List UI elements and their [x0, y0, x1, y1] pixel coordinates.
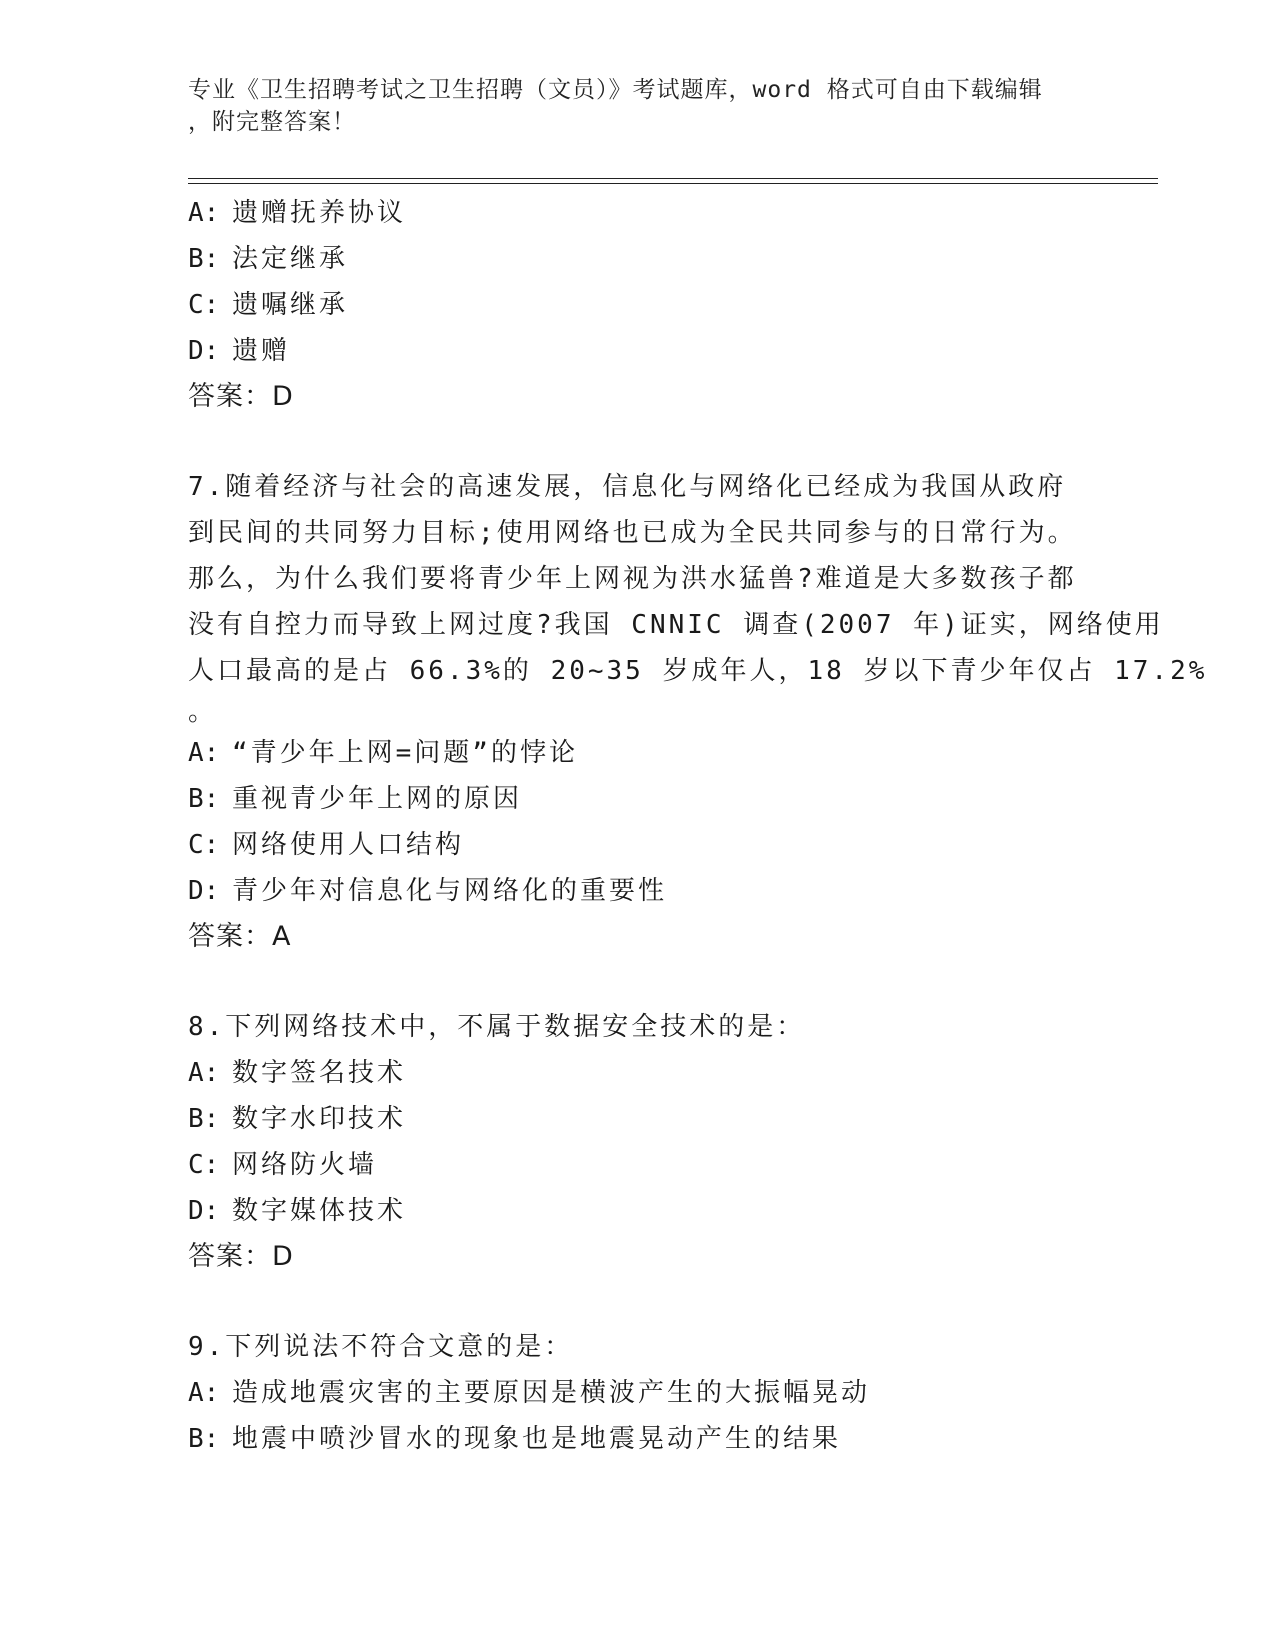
option-text: 数字水印技术	[232, 1104, 407, 1134]
option-c	[188, 1142, 1088, 1188]
option-label: D:	[188, 336, 220, 366]
option-label: A:	[188, 198, 220, 228]
question-stem: 8.下列网络技术中，不属于数据安全技术的是：	[188, 1012, 806, 1042]
option-a	[188, 730, 1088, 776]
question-8	[188, 1004, 1088, 1280]
option-text: 数字媒体技术	[232, 1196, 407, 1226]
option-label: D:	[188, 876, 220, 906]
option-a	[188, 190, 1088, 236]
option-text: 遗赠	[232, 336, 291, 366]
option-label: B:	[188, 1424, 220, 1454]
question-stem-line: 7.随着经济与社会的高速发展，信息化与网络化已经成为我国从政府	[188, 472, 1067, 502]
header-rule-bottom	[188, 183, 1158, 184]
question-6	[188, 190, 1088, 420]
header-title-line-2: ，附完整答案！	[188, 109, 356, 135]
option-label: B:	[188, 784, 220, 814]
header-rule-top	[188, 178, 1158, 179]
option-label: A:	[188, 738, 220, 768]
question-stem-line: 人口最高的是占 66.3%的 20~35 岁成年人，18 岁以下青少年仅占 17.2%	[188, 656, 1208, 686]
answer-line: 答案：A	[188, 921, 292, 952]
option-text: 网络使用人口结构	[232, 830, 465, 860]
question-9	[188, 1324, 1088, 1462]
question-stem: 9.下列说法不符合文意的是：	[188, 1332, 574, 1362]
option-label: D:	[188, 1196, 220, 1226]
option-c	[188, 282, 1088, 328]
option-label: A:	[188, 1058, 220, 1088]
option-label: A:	[188, 1378, 220, 1408]
question-7	[188, 464, 1208, 960]
option-text: “青少年上网=问题”的悖论	[232, 738, 578, 768]
option-b	[188, 776, 1088, 822]
option-d	[188, 868, 1088, 914]
option-c	[188, 822, 1088, 868]
question-stem-line: 那么，为什么我们要将青少年上网视为洪水猛兽?难道是大多数孩子都	[188, 564, 1077, 594]
option-text: 法定继承	[232, 244, 349, 274]
spacer	[188, 960, 1088, 1004]
option-text: 青少年对信息化与网络化的重要性	[232, 876, 668, 906]
option-b	[188, 236, 1088, 282]
option-a	[188, 1050, 1088, 1096]
option-text: 网络防火墙	[232, 1150, 378, 1180]
option-label: C:	[188, 290, 220, 320]
option-text: 重视青少年上网的原因	[232, 784, 523, 814]
option-label: C:	[188, 830, 220, 860]
header-title-line-1: 专业《卫生招聘考试之卫生招聘（文员）》考试题库，word 格式可自由下载编辑	[188, 77, 1043, 103]
option-text: 地震中喷沙冒水的现象也是地震晃动产生的结果	[232, 1424, 842, 1454]
option-a	[188, 1370, 1088, 1416]
option-text: 遗赠抚养协议	[232, 198, 407, 228]
question-stem-line: 。	[188, 697, 218, 727]
question-stem-line: 没有自控力而导致上网过度?我国 CNNIC 调查(2007 年)证实，网络使用	[188, 610, 1164, 640]
option-d	[188, 1188, 1088, 1234]
option-label: B:	[188, 244, 220, 274]
option-label: B:	[188, 1104, 220, 1134]
answer-line: 答案：D	[188, 381, 294, 412]
option-d	[188, 328, 1088, 374]
option-text: 数字签名技术	[232, 1058, 407, 1088]
option-label: C:	[188, 1150, 220, 1180]
spacer	[188, 1280, 1088, 1324]
document-header	[188, 74, 1088, 138]
option-b	[188, 1416, 1088, 1462]
answer-line: 答案：D	[188, 1241, 294, 1272]
question-stem-line: 到民间的共同努力目标;使用网络也已成为全民共同参与的日常行为。	[188, 518, 1077, 548]
spacer	[188, 420, 1088, 464]
option-text: 遗嘱继承	[232, 290, 349, 320]
question-list	[188, 190, 1208, 1462]
option-text: 造成地震灾害的主要原因是横波产生的大振幅晃动	[232, 1378, 871, 1408]
option-b	[188, 1096, 1088, 1142]
